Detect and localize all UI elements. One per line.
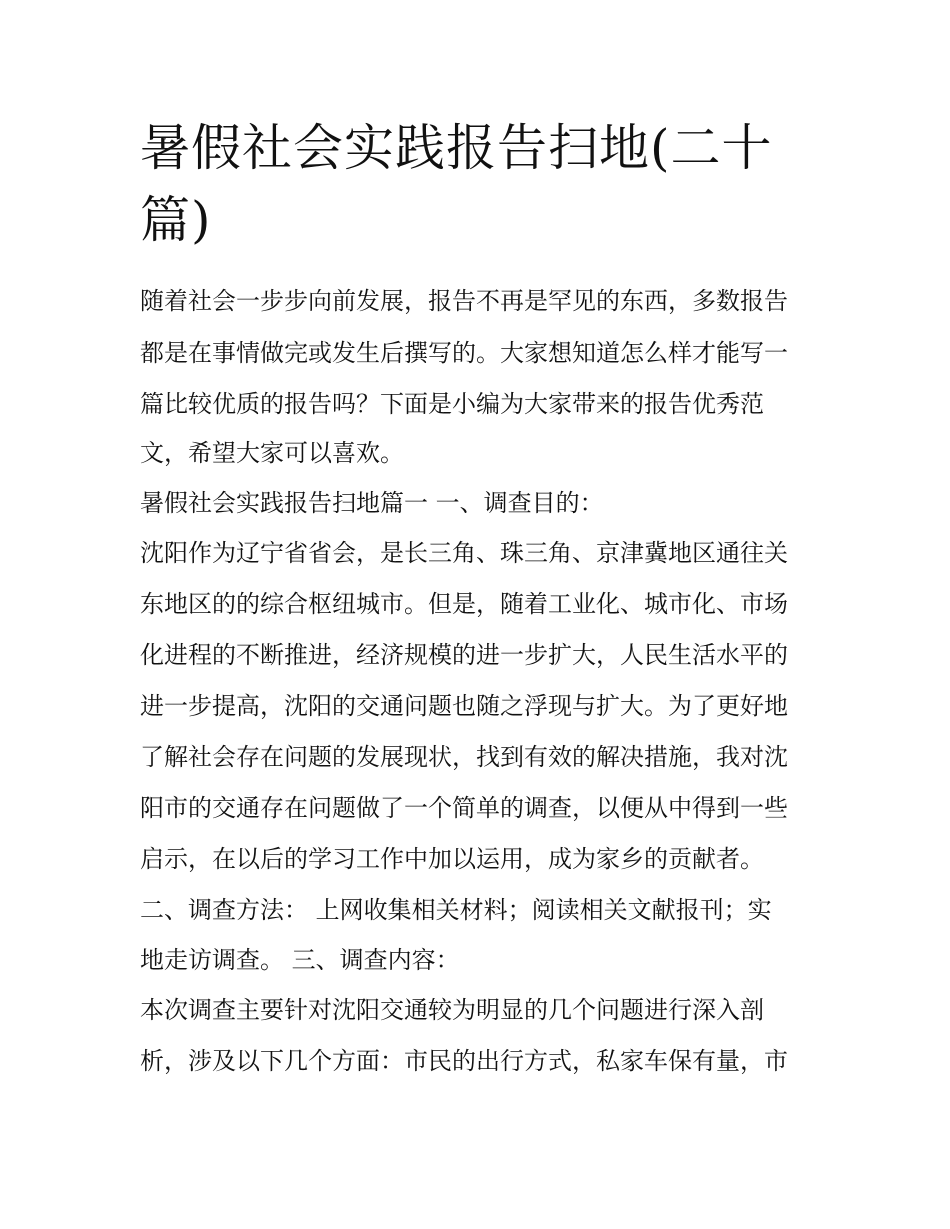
section-heading-1: 暑假社会实践报告扫地篇一 一、调查目的： [140,489,604,517]
section-heading-3: 地走访调查。 三、调查内容： [140,946,460,974]
body-line-6: 沈阳作为辽宁省省会，是长三角、珠三角、京津冀地区通往关 [140,539,788,567]
section-heading-2: 二、调查方法： 上网收集相关材料；阅读相关文献报刊；实 [140,896,772,924]
body-line-1: 随着社会一步步向前发展，报告不再是罕见的东西，多数报告 [140,287,788,315]
body-line-15: 本次调查主要针对沈阳交通较为明显的几个问题进行深入剖 [140,996,764,1024]
body-line-9: 进一步提高，沈阳的交通问题也随之浮现与扩大。为了更好地 [140,692,788,720]
body-line-16: 析，涉及以下几个方面：市民的出行方式，私家车保有量，市 [140,1047,788,1075]
document-title [140,112,780,256]
title-line-2: 篇) [140,191,212,249]
body-line-11: 阳市的交通存在问题做了一个简单的调查，以便从中得到一些 [140,794,788,822]
body-line-4: 文，希望大家可以喜欢。 [140,439,404,467]
body-line-10: 了解社会存在问题的发展现状，找到有效的解决措施，我对沈 [140,743,788,771]
body-line-2: 都是在事情做完或发生后撰写的。大家想知道怎么样才能写一 [140,339,788,367]
body-line-3: 篇比较优质的报告吗？下面是小编为大家带来的报告优秀范 [140,390,764,418]
title-line-1: 暑假社会实践报告扫地(二十 [140,119,773,177]
body-line-8: 化进程的不断推进，经济规模的进一步扩大，人民生活水平的 [140,641,788,669]
body-line-12: 启示，在以后的学习工作中加以运用，成为家乡的贡献者。 [140,845,764,873]
body-line-7: 东地区的的综合枢纽城市。但是，随着工业化、城市化、市场 [140,590,788,618]
